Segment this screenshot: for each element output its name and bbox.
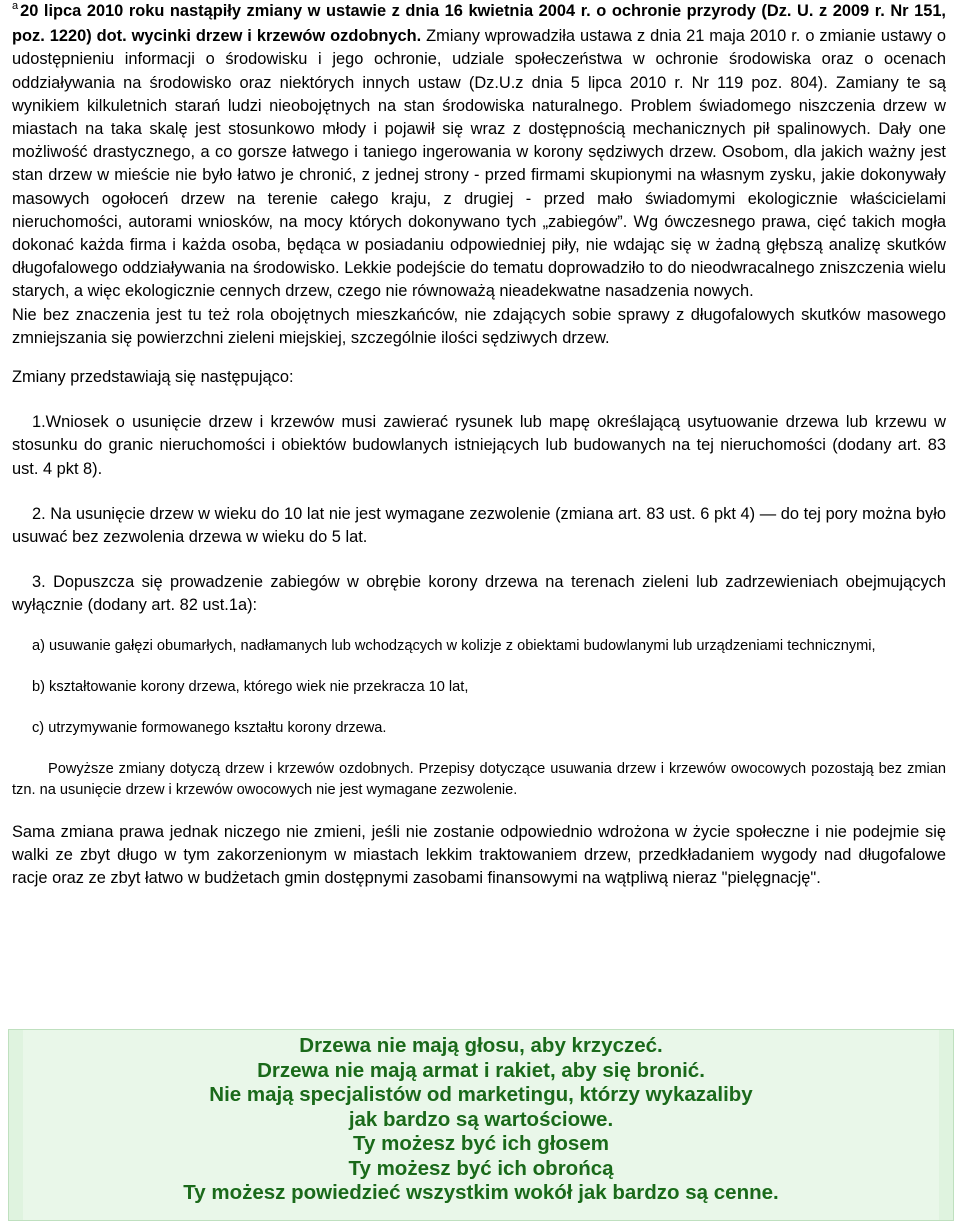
changes-heading: Zmiany przedstawiają się następująco: bbox=[12, 368, 294, 387]
fruit-trees-note: Powyższe zmiany dotyczą drzew i krzewów ozdobnych. Przepisy dotyczące usuwania drzew i krzewów owocowych pozostają bez zmian tzn. na usunięcie drzew i krzewów owocowych nie jest wymagane zezwolenie. bbox=[12, 760, 946, 798]
appeal-line-6: Ty możesz być ich obrońcą bbox=[348, 1156, 614, 1180]
closing-paragraph: Sama zmiana prawa jednak niczego nie zmieni, jeśli nie zostanie odpowiednio wdrożona w życie społeczne i nie podejmie się walki ze zbyt długo w tym zakorzenionym w miastach lekkim traktowaniem drzew, przedkładaniem wygody nad długofalowe racje oraz ze zbyt łatwo w budżetach gmin dostępnymi zasobami finansowymi na wątpliwą nieraz "pielęgnację". bbox=[12, 822, 946, 888]
intro-body-text: Zmiany wprowadziła ustawa z dnia 21 maja 2010 r. o zmianie ustawy o udostępnieniu informacji o środowisku i jego ochronie, udziale społeczeństwa w ochronie środowiska oraz o ocenach oddziaływania na środowisko oraz niektórych innych ustaw (Dz.U.z dnia 5 lipca 2010 r. Nr 119 poz. 804). Zamiany te są wynikiem kilkuletnich starań ludzi nieobojętnych na stan środowiska naturalnego. Problem świadomego niszczenia drzew w miastach na taka skalę jest stosunkowo młody i pojawił się wraz z dostępnością mechanicznych pił spalinowych. Dały one możliwość drastycznego, a co gorsze łatwego i taniego ingerowania w korony sędziwych drzew. Osobom, dla jakich ważny jest stan drzew w mieście nie było łatwo je chronić, z jednej strony - przed firmami skupionymi na własnym zysku, jakie dokonywały masowych ogołoceń drzew na terenie całego kraju, z drugiej - przed mało świadomymi ekologicznie właścicielami nieruchomości, autorami wniosków, na mocy których dokonywano tych „zabiegów”. Wg ówczesnego prawa, cięć takich mogła dokonać każda firma i każda osoba, będąca w posiadaniu odpowiedniej piły, nie wdając się w żadną głębszą analizę skutków długofalowego oddziaływania na środowisko. Lekkie podejście do tematu doprowadziło to do nieodwracalnego zniszczenia wielu starych, a więc ekologicznie cennych drzew, czego nie równoważą nieadekwatne nasadzenia nowych. bbox=[12, 27, 946, 301]
residents-paragraph: Nie bez znaczenia jest tu też rola obojętnych mieszkańców, nie zdających sobie sprawy z długofalowych skutków masowego zmniejszania się powierzchni zieleni miejskiej, szczególnie ilości sędziwych drzew. bbox=[12, 305, 946, 347]
appeal-line-2: Drzewa nie mają armat i rakiet, aby się bronić. bbox=[257, 1058, 705, 1082]
change-item-3: 3. Dopuszcza się prowadzenie zabiegów w obrębie korony drzewa na terenach zieleni lub zadrzewieniach obejmujących wyłącznie (dodany art. 82 ust.1a): bbox=[12, 573, 946, 615]
footnote-marker: a bbox=[12, 0, 19, 12]
appeal-box bbox=[8, 1029, 954, 1221]
subitem-b: b) kształtowanie korony drzewa, którego wiek nie przekracza 10 lat, bbox=[32, 678, 469, 695]
intro-paragraph bbox=[12, 0, 946, 304]
appeal-line-7: Ty możesz powiedzieć wszystkim wokół jak bardzo są cenne. bbox=[183, 1181, 779, 1204]
appeal-line-4: jak bardzo są wartościowe. bbox=[348, 1107, 614, 1131]
subitem-a: a) usuwanie gałęzi obumarłych, nadłamanych lub wchodzących w kolizje z obiektami budowlanymi lub urządzeniami technicznymi, bbox=[32, 637, 876, 654]
appeal-line-3: Nie mają specjalistów od marketingu, którzy wykazaliby bbox=[209, 1083, 753, 1106]
document-page bbox=[12, 0, 946, 890]
change-item-1: 1.Wniosek o usunięcie drzew i krzewów musi zawierać rysunek lub mapę określającą usytuowanie drzewa lub krzewu w stosunku do granic nieruchomości i obiektów budowlanych istniejących lub budowanych na tej nieruchomości (dodany art. 83 ust. 4 pkt 8). bbox=[12, 413, 946, 478]
change-item-2: 2. Na usunięcie drzew w wieku do 10 lat nie jest wymagane zezwolenie (zmiana art. 83 ust. 6 pkt 4) — do tej pory można było usuwać bez zezwolenia drzewa w wieku do 5 lat. bbox=[12, 504, 946, 547]
appeal-line-5: Ty możesz być ich głosem bbox=[353, 1132, 609, 1155]
appeal-line-1: Drzewa nie mają głosu, aby krzyczeć. bbox=[299, 1034, 663, 1057]
appeal-box-inner bbox=[23, 1030, 939, 1220]
changes-list bbox=[12, 411, 946, 617]
subitem-c: c) utrzymywanie formowanego kształtu korony drzewa. bbox=[32, 719, 387, 736]
intro-bold-text: 20 lipca 2010 roku nastąpiły zmiany w ustawie z dnia 16 kwietnia 2004 r. o ochronie przyrody (Dz. U. z 2009 r. Nr 151, poz. 1220) dot. wycinki drzew i krzewów ozdobnych. bbox=[12, 2, 946, 46]
